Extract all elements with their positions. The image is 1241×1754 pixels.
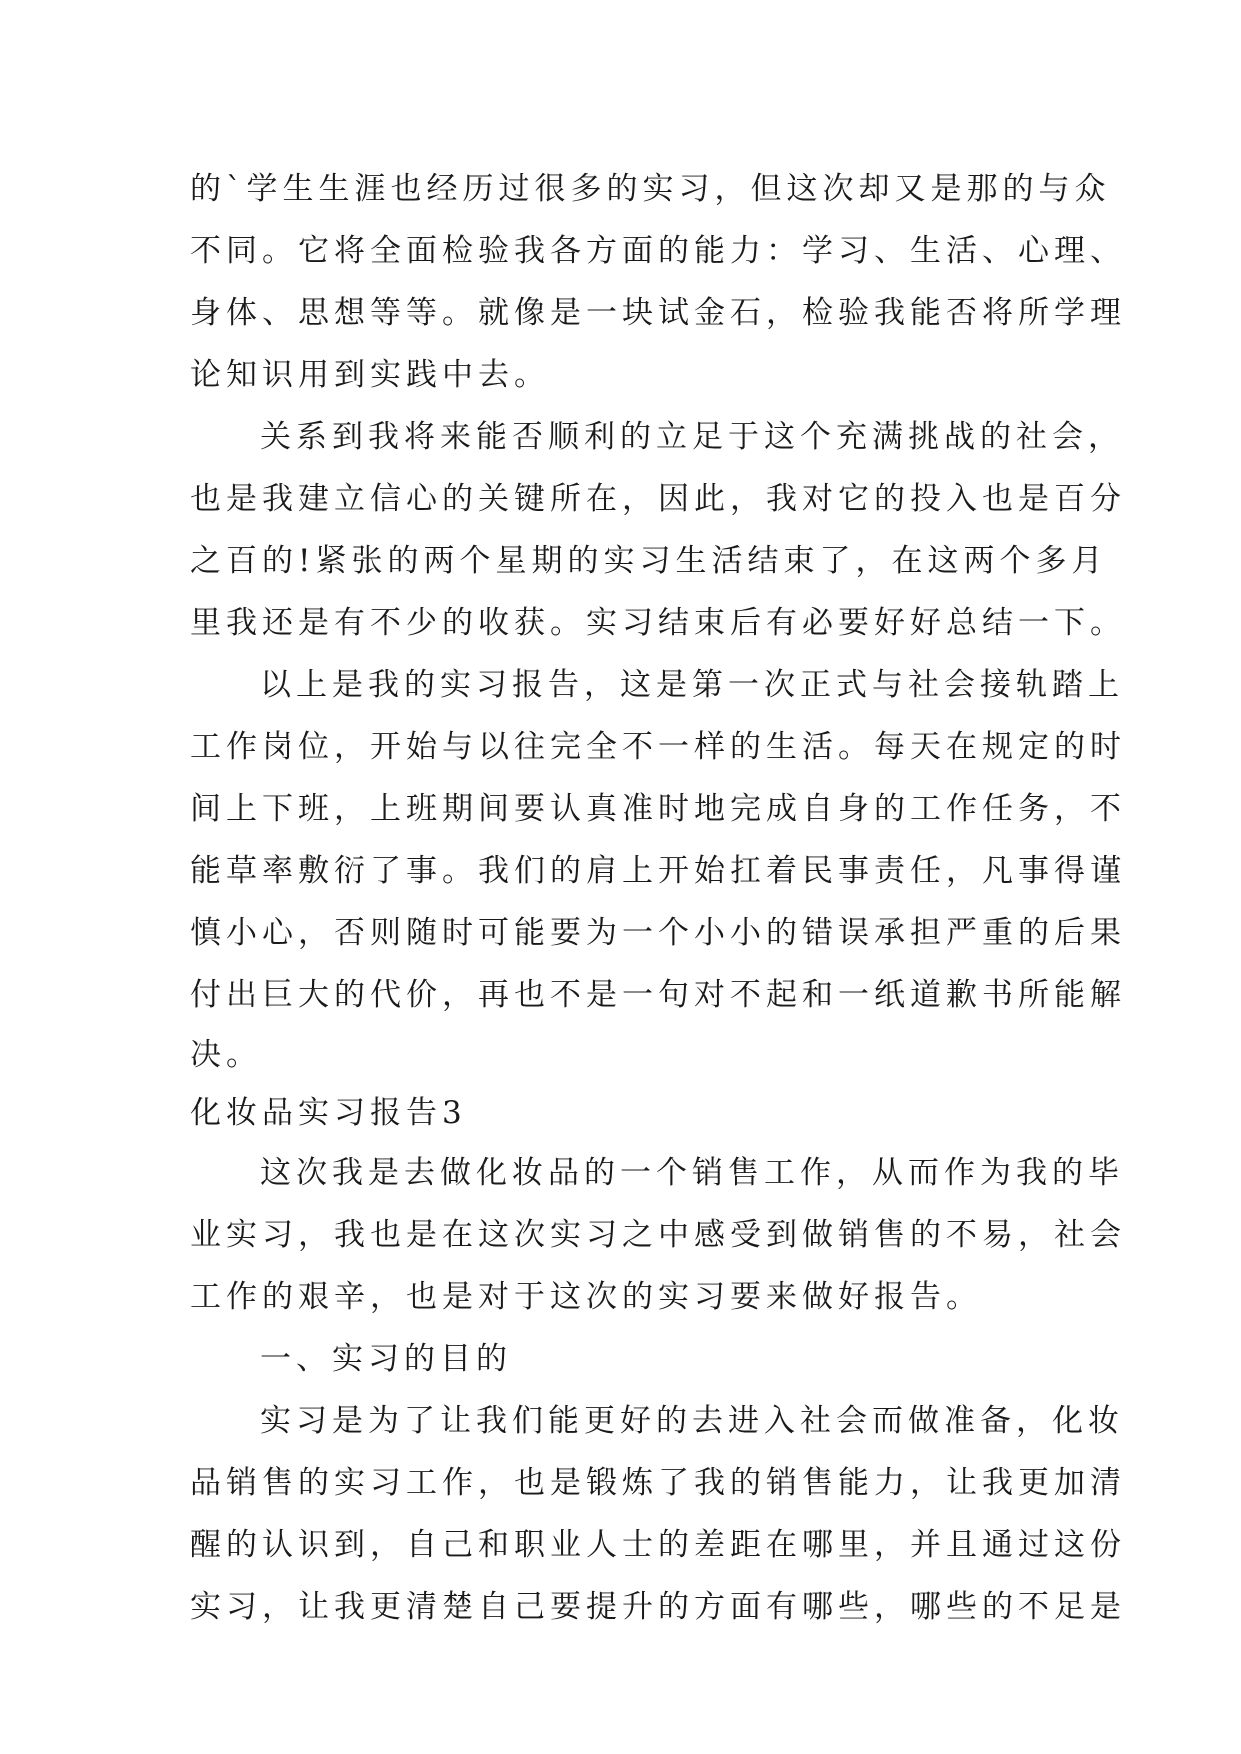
text-line: 的`学生生涯也经历过很多的实习，但这次却又是那的与众 — [190, 171, 1111, 207]
text-line: 醒的认识到，自己和职业人士的差距在哪里，并且通过这份 — [190, 1527, 1126, 1563]
text-line: 不同。它将全面检验我各方面的能力：学习、生活、心理、 — [190, 233, 1126, 269]
text-line: 品销售的实习工作，也是锻炼了我的销售能力，让我更加清 — [190, 1465, 1126, 1501]
text-line: 身体、思想等等。就像是一块试金石，检验我能否将所学理 — [190, 295, 1126, 331]
text-line: 关系到我将来能否顺利的立足于这个充满挑战的社会， — [260, 419, 1124, 455]
text-line: 付出巨大的代价，再也不是一句对不起和一纸道歉书所能解 — [190, 977, 1126, 1013]
text-line: 工作的艰辛，也是对于这次的实习要来做好报告。 — [190, 1279, 982, 1315]
text-line: 论知识用到实践中去。 — [190, 357, 550, 393]
text-line: 慎小心，否则随时可能要为一个小小的错误承担严重的后果 — [190, 915, 1126, 951]
text-line: 实习是为了让我们能更好的去进入社会而做准备，化妆 — [260, 1403, 1124, 1439]
text-line: 工作岗位，开始与以往完全不一样的生活。每天在规定的时 — [190, 729, 1126, 765]
document-body — [190, 158, 1126, 1638]
text-line: 以上是我的实习报告，这是第一次正式与社会接轨踏上 — [260, 667, 1124, 703]
text-line: 决。 — [190, 1037, 262, 1073]
text-line: 之百的!紧张的两个星期的实习生活结束了，在这两个多月 — [190, 543, 1108, 579]
text-line: 间上下班，上班期间要认真准时地完成自身的工作任务，不 — [190, 791, 1126, 827]
text-line: 业实习，我也是在这次实习之中感受到做销售的不易，社会 — [190, 1217, 1126, 1253]
section-heading: 化妆品实习报告3 — [190, 1095, 467, 1131]
text-line: 实习，让我更清楚自己要提升的方面有哪些，哪些的不足是 — [190, 1589, 1126, 1625]
text-line: 能草率敷衍了事。我们的肩上开始扛着民事责任，凡事得谨 — [190, 853, 1126, 889]
text-line: 里我还是有不少的收获。实习结束后有必要好好总结一下。 — [190, 605, 1126, 641]
text-line: 也是我建立信心的关键所在，因此，我对它的投入也是百分 — [190, 481, 1126, 517]
text-line: 这次我是去做化妆品的一个销售工作，从而作为我的毕 — [260, 1155, 1124, 1191]
subsection-heading: 一、实习的目的 — [260, 1341, 512, 1377]
